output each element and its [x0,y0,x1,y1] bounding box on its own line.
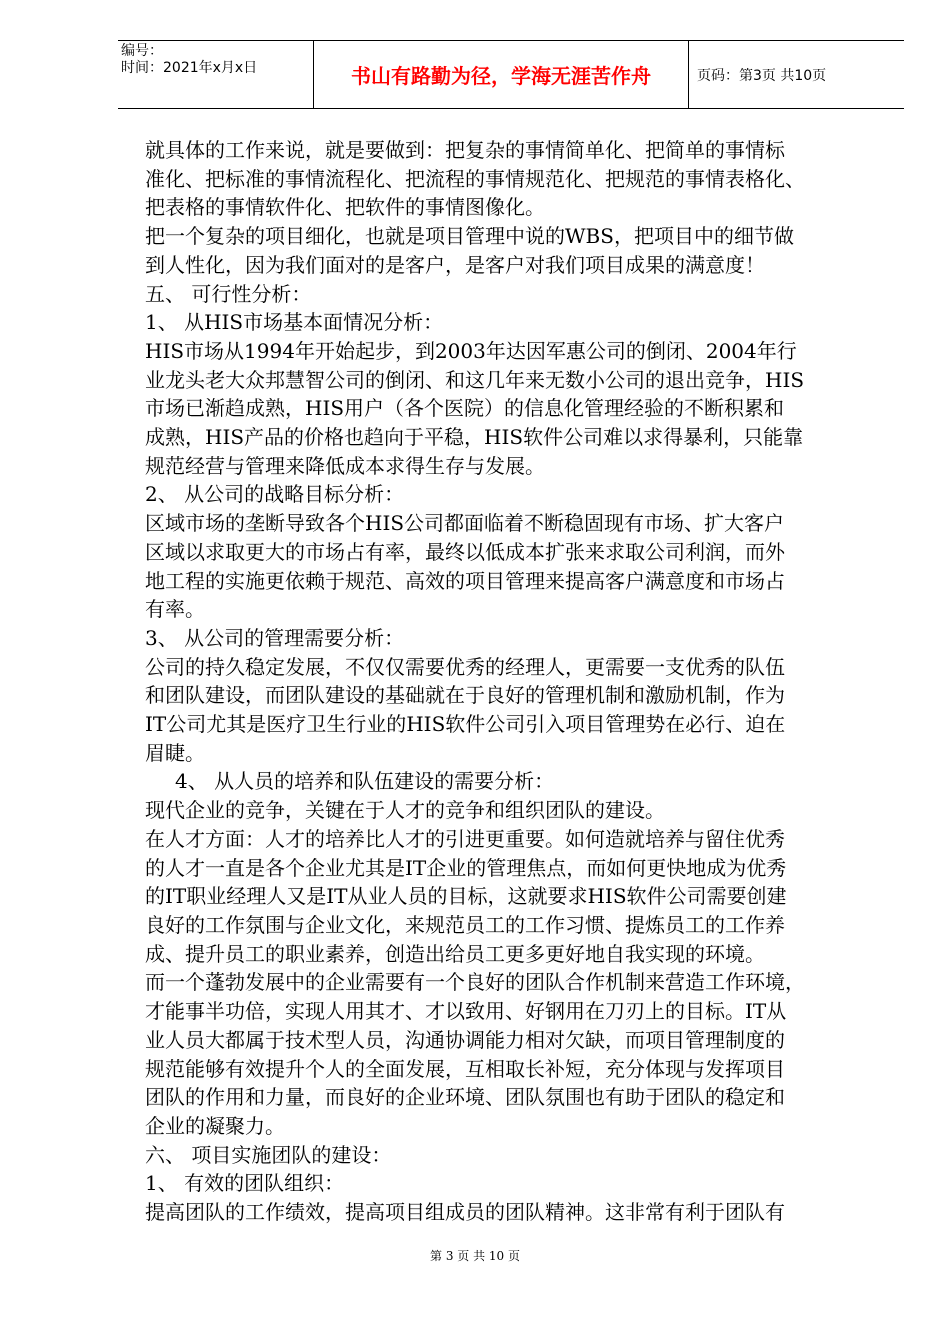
subsection-heading: 1、 有效的团队组织： [145,1171,345,1196]
subsection-heading: 1、 从HIS市场基本面情况分析： [145,310,444,335]
text-line: 成熟，HIS产品的价格也趋向于平稳，HIS软件公司难以求得暴利，只能靠 [145,425,804,450]
header-page-number: 页码：第3页 共10页 [697,67,827,84]
text-line: 成、提升员工的职业素养，创造出给员工更多更好地自我实现的环境。 [145,941,765,966]
text-line: IT公司尤其是医疗卫生行业的HIS软件公司引入项目管理势在必行、迫在 [145,712,786,737]
text-line: 的人才一直是各个企业尤其是IT企业的管理焦点，而如何更快地成为优秀 [145,855,787,880]
text-line: 公司的持久稳定发展，不仅仅需要优秀的经理人，更需要一支优秀的队伍 [145,654,785,679]
section-heading: 五、 可行性分析： [145,281,312,306]
text-line: 区域以求取更大的市场占有率，最终以低成本扩张来求取公司利润，而外 [145,539,785,564]
text-line: 提高团队的工作绩效，提高项目组成员的团队精神。这非常有利于团队有 [145,1200,785,1225]
header-motto: 书山有路勤为径，学海无涯苦作舟 [314,41,689,108]
text-line: 区域市场的垄断导致各个HIS公司都面临着不断稳固现有市场、扩大客户 [145,511,785,536]
text-line: 的IT职业经理人又是IT从业人员的目标，这就要求HIS软件公司需要创建 [145,884,787,909]
text-line: 地工程的实施更依赖于规范、高效的项目管理来提高客户满意度和市场占 [145,568,785,593]
subsection-heading: 2、 从公司的战略目标分析： [145,482,405,507]
text-line: 市场已渐趋成熟，HIS用户（各个医院）的信息化管理经验的不断积累和 [145,396,785,421]
text-line: 有率。 [145,597,205,622]
text-line: 而一个蓬勃发展中的企业需要有一个良好的团队合作机制来营造工作环境， [145,970,805,995]
document-body [145,136,875,1227]
document-number-label: 编号： [121,43,163,59]
section-heading: 六、 项目实施团队的建设： [145,1142,392,1167]
document-time-label: 时间：2021年x月x日 [121,60,258,76]
text-line: 规范经营与管理来降低成本求得生存与发展。 [145,453,545,478]
text-line: 和团队建设，而团队建设的基础就在于良好的管理机制和激励机制，作为 [145,683,785,708]
header-meta [118,41,314,108]
text-line: 规范能够有效提升个人的全面发展，互相取长补短，充分体现与发挥项目 [145,1056,785,1081]
text-line: 企业的凝聚力。 [145,1113,285,1138]
text-line: 才能事半功倍，实现人用其才、才以致用、好钢用在刀刃上的目标。IT从 [145,999,787,1024]
text-line: 良好的工作氛围与企业文化，来规范员工的工作习惯、提炼员工的工作养 [145,912,785,937]
text-line: 现代企业的竞争，关键在于人才的竞争和组织团队的建设。 [145,798,665,823]
text-line: 把一个复杂的项目细化，也就是项目管理中说的WBS，把项目中的细节做 [145,224,794,249]
text-line: 把表格的事情软件化、把软件的事情图像化。 [145,195,545,220]
text-line: 在人才方面：人才的培养比人才的引进更重要。如何造就培养与留住优秀 [145,826,785,851]
text-line: 到人性化，因为我们面对的是客户，是客户对我们项目成果的满意度！ [145,252,765,277]
page-header [118,40,904,109]
page-footer: 第 3 页 共 10 页 [430,1249,520,1263]
text-line: 业龙头老大众邦慧智公司的倒闭、和这几年来无数小公司的退出竞争，HIS [145,367,805,392]
text-line: 团队的作用和力量，而良好的企业环境、团队氛围也有助于团队的稳定和 [145,1085,785,1110]
text-line: HIS市场从1994年开始起步，到2003年达因军惠公司的倒闭、2004年行 [145,338,797,363]
text-line: 眉睫。 [145,740,205,765]
subsection-heading: 4、 从人员的培养和队伍建设的需要分析： [175,769,555,794]
text-line: 准化、把标准的事情流程化、把流程的事情规范化、把规范的事情表格化、 [145,166,805,191]
text-line: 业人员大都属于技术型人员，沟通协调能力相对欠缺，而项目管理制度的 [145,1027,785,1052]
text-line: 就具体的工作来说，就是要做到：把复杂的事情简单化、把简单的事情标 [145,138,785,162]
subsection-heading: 3、 从公司的管理需要分析： [145,625,405,650]
